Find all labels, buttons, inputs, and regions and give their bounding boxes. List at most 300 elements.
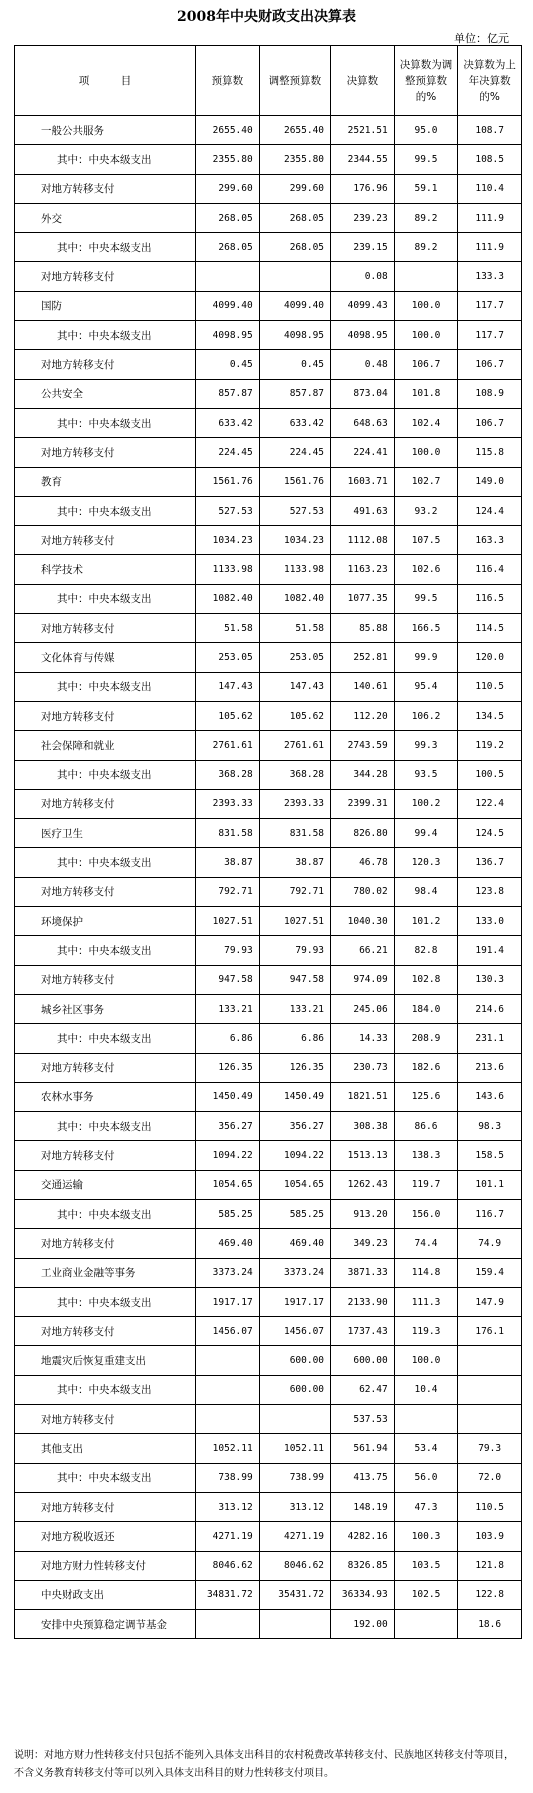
table-row [15,1170,522,1199]
cell-item: 对地方转移支付 [15,1492,196,1521]
table-row [15,1492,522,1521]
cell-item: 对地方转移支付 [15,1141,196,1170]
cell-final: 1821.51 [331,1082,395,1111]
cell-pct-adjusted: 93.5 [394,760,458,789]
cell-pct-last-year: 108.5 [458,145,522,174]
cell-adjusted: 51.58 [259,614,330,643]
cell-pct-last-year: 149.0 [458,467,522,496]
cell-adjusted: 2355.80 [259,145,330,174]
cell-item: 科学技术 [15,555,196,584]
cell-budget: 1054.65 [196,1170,260,1199]
cell-pct-adjusted: 100.2 [394,789,458,818]
cell-budget: 3373.24 [196,1258,260,1287]
cell-adjusted: 2393.33 [259,789,330,818]
cell-adjusted [259,1610,330,1639]
cell-final: 14.33 [331,1024,395,1053]
cell-pct-adjusted: 182.6 [394,1053,458,1082]
cell-item: 对地方财力性转移支付 [15,1551,196,1580]
cell-budget: 299.60 [196,174,260,203]
cell-adjusted: 4271.19 [259,1522,330,1551]
cell-final: 245.06 [331,994,395,1023]
cell-budget: 1027.51 [196,907,260,936]
cell-final: 176.96 [331,174,395,203]
cell-pct-last-year: 111.9 [458,203,522,232]
cell-pct-adjusted: 106.2 [394,701,458,730]
cell-adjusted: 4098.95 [259,321,330,350]
cell-budget: 857.87 [196,379,260,408]
cell-pct-last-year: 103.9 [458,1522,522,1551]
cell-pct-adjusted: 184.0 [394,994,458,1023]
cell-pct-adjusted: 95.0 [394,116,458,145]
cell-adjusted: 600.00 [259,1375,330,1404]
cell-adjusted: 4099.40 [259,291,330,320]
cell-item: 对地方转移支付 [15,350,196,379]
cell-budget: 268.05 [196,233,260,262]
cell-pct-last-year: 115.8 [458,438,522,467]
cell-item: 其中：中央本级支出 [15,408,196,437]
table-row [15,203,522,232]
table-row [15,1610,522,1639]
cell-item: 对地方转移支付 [15,614,196,643]
cell-pct-last-year [458,1405,522,1434]
table-row [15,350,522,379]
cell-final: 230.73 [331,1053,395,1082]
cell-final: 239.23 [331,203,395,232]
cell-budget: 2393.33 [196,789,260,818]
cell-adjusted: 1027.51 [259,907,330,936]
cell-final: 780.02 [331,877,395,906]
cell-adjusted: 947.58 [259,965,330,994]
table-row [15,1229,522,1258]
cell-pct-adjusted: 99.3 [394,731,458,760]
cell-item: 其中：中央本级支出 [15,1287,196,1316]
cell-pct-last-year: 143.6 [458,1082,522,1111]
cell-pct-adjusted: 103.5 [394,1551,458,1580]
cell-final: 112.20 [331,701,395,730]
cell-adjusted: 1456.07 [259,1317,330,1346]
header-pct-last-year: 决算数为上年决算数的% [458,46,522,116]
cell-pct-last-year: 124.5 [458,819,522,848]
cell-item: 安排中央预算稳定调节基金 [15,1610,196,1639]
cell-item: 其中：中央本级支出 [15,233,196,262]
cell-budget: 38.87 [196,848,260,877]
cell-budget: 1133.98 [196,555,260,584]
cell-item: 其中：中央本级支出 [15,145,196,174]
cell-item: 其中：中央本级支出 [15,1024,196,1053]
cell-pct-last-year: 72.0 [458,1463,522,1492]
cell-final: 2521.51 [331,116,395,145]
cell-final: 1077.35 [331,584,395,613]
cell-budget: 368.28 [196,760,260,789]
cell-pct-adjusted: 86.6 [394,1112,458,1141]
cell-pct-adjusted: 99.5 [394,145,458,174]
cell-pct-last-year: 111.9 [458,233,522,262]
table-row [15,1463,522,1492]
cell-item: 对地方转移支付 [15,174,196,203]
cell-adjusted: 1052.11 [259,1434,330,1463]
cell-budget: 1917.17 [196,1287,260,1316]
cell-item: 环境保护 [15,907,196,936]
cell-pct-last-year: 231.1 [458,1024,522,1053]
cell-pct-last-year: 117.7 [458,321,522,350]
table-row [15,496,522,525]
cell-pct-adjusted: 102.7 [394,467,458,496]
cell-pct-adjusted: 99.4 [394,819,458,848]
cell-pct-last-year: 214.6 [458,994,522,1023]
cell-item: 公共安全 [15,379,196,408]
cell-item: 外交 [15,203,196,232]
cell-pct-adjusted: 53.4 [394,1434,458,1463]
cell-budget: 633.42 [196,408,260,437]
cell-item: 国防 [15,291,196,320]
cell-item: 其中：中央本级支出 [15,496,196,525]
cell-pct-adjusted: 100.0 [394,321,458,350]
table-row [15,731,522,760]
cell-adjusted: 469.40 [259,1229,330,1258]
footnote: 说明：对地方财力性转移支付只包括不能列入具体支出科目的农村税费改革转移支付、民族地区转移支付等项目，不含义务教育转移支付等可以列入具体支出科目的财力性转移支付项目。 [14,1750,514,1779]
cell-final: 239.15 [331,233,395,262]
cell-item: 对地方转移支付 [15,789,196,818]
cell-pct-last-year: 116.7 [458,1199,522,1228]
cell-budget: 1450.49 [196,1082,260,1111]
cell-pct-last-year: 134.5 [458,701,522,730]
table-row [15,1317,522,1346]
cell-adjusted: 3373.24 [259,1258,330,1287]
cell-budget: 2655.40 [196,116,260,145]
cell-final: 413.75 [331,1463,395,1492]
cell-budget: 8046.62 [196,1551,260,1580]
table-row [15,467,522,496]
table-row [15,994,522,1023]
header-adjusted: 调整预算数 [259,46,330,116]
cell-final: 46.78 [331,848,395,877]
cell-final: 1163.23 [331,555,395,584]
cell-final: 600.00 [331,1346,395,1375]
cell-adjusted: 299.60 [259,174,330,203]
cell-final: 62.47 [331,1375,395,1404]
table-row [15,1346,522,1375]
table-body [15,116,522,1639]
cell-adjusted: 268.05 [259,233,330,262]
cell-pct-adjusted [394,1610,458,1639]
table-row [15,1141,522,1170]
cell-item: 其中：中央本级支出 [15,760,196,789]
cell-pct-adjusted: 102.4 [394,408,458,437]
cell-budget: 738.99 [196,1463,260,1492]
cell-final: 4098.95 [331,321,395,350]
cell-pct-last-year: 116.4 [458,555,522,584]
cell-pct-last-year: 121.8 [458,1551,522,1580]
table-header-row [15,46,522,116]
cell-budget: 268.05 [196,203,260,232]
cell-adjusted: 1561.76 [259,467,330,496]
cell-item: 文化体育与传媒 [15,643,196,672]
cell-item: 农林水事务 [15,1082,196,1111]
cell-final: 913.20 [331,1199,395,1228]
table-row [15,848,522,877]
table-row [15,321,522,350]
table-row [15,1287,522,1316]
cell-adjusted: 0.45 [259,350,330,379]
cell-pct-last-year: 147.9 [458,1287,522,1316]
cell-budget: 356.27 [196,1112,260,1141]
cell-pct-last-year: 136.7 [458,848,522,877]
cell-pct-adjusted: 98.4 [394,877,458,906]
table-row [15,174,522,203]
cell-final: 561.94 [331,1434,395,1463]
cell-item: 交通运输 [15,1170,196,1199]
cell-adjusted: 35431.72 [259,1580,330,1609]
cell-pct-adjusted: 100.3 [394,1522,458,1551]
cell-pct-adjusted: 114.8 [394,1258,458,1287]
cell-budget: 2355.80 [196,145,260,174]
cell-final: 4099.43 [331,291,395,320]
cell-adjusted: 633.42 [259,408,330,437]
cell-item: 城乡社区事务 [15,994,196,1023]
table-row [15,408,522,437]
cell-pct-last-year: 122.8 [458,1580,522,1609]
cell-item: 其中：中央本级支出 [15,848,196,877]
cell-adjusted: 1094.22 [259,1141,330,1170]
header-budget: 预算数 [196,46,260,116]
cell-pct-last-year: 124.4 [458,496,522,525]
cell-pct-last-year: 79.3 [458,1434,522,1463]
cell-pct-adjusted: 99.5 [394,584,458,613]
cell-item: 对地方转移支付 [15,438,196,467]
cell-item: 社会保障和就业 [15,731,196,760]
cell-pct-last-year: 176.1 [458,1317,522,1346]
cell-budget [196,1610,260,1639]
cell-adjusted: 6.86 [259,1024,330,1053]
cell-pct-last-year: 130.3 [458,965,522,994]
cell-adjusted: 585.25 [259,1199,330,1228]
cell-final: 648.63 [331,408,395,437]
cell-pct-last-year: 159.4 [458,1258,522,1287]
cell-item: 对地方转移支付 [15,262,196,291]
cell-budget: 6.86 [196,1024,260,1053]
cell-budget: 1561.76 [196,467,260,496]
cell-item: 其中：中央本级支出 [15,672,196,701]
cell-budget [196,262,260,291]
table-row [15,526,522,555]
cell-pct-last-year: 114.5 [458,614,522,643]
cell-adjusted: 738.99 [259,1463,330,1492]
cell-pct-last-year: 110.5 [458,672,522,701]
cell-pct-last-year: 119.2 [458,731,522,760]
expenditure-table [14,45,522,1639]
cell-pct-adjusted: 93.2 [394,496,458,525]
header-final: 决算数 [331,46,395,116]
cell-pct-adjusted: 102.6 [394,555,458,584]
cell-pct-last-year: 120.0 [458,643,522,672]
cell-pct-adjusted: 82.8 [394,936,458,965]
unit-label: 单位：亿元 [454,32,509,45]
table-row [15,1580,522,1609]
cell-item: 中央财政支出 [15,1580,196,1609]
cell-budget: 313.12 [196,1492,260,1521]
cell-pct-adjusted: 208.9 [394,1024,458,1053]
cell-final: 1603.71 [331,467,395,496]
cell-pct-last-year: 101.1 [458,1170,522,1199]
cell-budget: 51.58 [196,614,260,643]
cell-adjusted: 527.53 [259,496,330,525]
table-row [15,614,522,643]
cell-final: 66.21 [331,936,395,965]
cell-item: 其中：中央本级支出 [15,1199,196,1228]
table-row [15,584,522,613]
cell-pct-last-year: 116.5 [458,584,522,613]
table-row [15,438,522,467]
table-row [15,555,522,584]
cell-item: 对地方转移支付 [15,1053,196,1082]
table-row [15,1082,522,1111]
cell-budget: 585.25 [196,1199,260,1228]
cell-pct-last-year: 108.9 [458,379,522,408]
table-row [15,936,522,965]
cell-adjusted: 8046.62 [259,1551,330,1580]
cell-final: 1040.30 [331,907,395,936]
cell-adjusted: 356.27 [259,1112,330,1141]
cell-budget: 133.21 [196,994,260,1023]
cell-pct-adjusted: 95.4 [394,672,458,701]
cell-pct-last-year: 110.5 [458,1492,522,1521]
cell-pct-last-year: 158.5 [458,1141,522,1170]
cell-pct-adjusted: 56.0 [394,1463,458,1492]
cell-adjusted: 224.45 [259,438,330,467]
cell-final: 252.81 [331,643,395,672]
cell-item: 对地方转移支付 [15,877,196,906]
cell-final: 2399.31 [331,789,395,818]
table-row [15,672,522,701]
cell-final: 3871.33 [331,1258,395,1287]
cell-budget [196,1346,260,1375]
cell-final: 36334.93 [331,1580,395,1609]
cell-budget: 34831.72 [196,1580,260,1609]
cell-pct-last-year: 133.3 [458,262,522,291]
cell-pct-adjusted: 74.4 [394,1229,458,1258]
cell-pct-last-year: 18.6 [458,1610,522,1639]
cell-adjusted [259,1405,330,1434]
cell-adjusted: 38.87 [259,848,330,877]
table-row [15,379,522,408]
table-row [15,965,522,994]
cell-adjusted: 105.62 [259,701,330,730]
cell-adjusted: 857.87 [259,379,330,408]
cell-pct-adjusted: 10.4 [394,1375,458,1404]
cell-pct-last-year: 108.7 [458,116,522,145]
cell-final: 224.41 [331,438,395,467]
cell-pct-last-year: 74.9 [458,1229,522,1258]
table-row [15,819,522,848]
cell-pct-last-year: 117.7 [458,291,522,320]
cell-pct-adjusted: 125.6 [394,1082,458,1111]
cell-pct-last-year: 213.6 [458,1053,522,1082]
table-row [15,789,522,818]
cell-item: 其中：中央本级支出 [15,936,196,965]
cell-adjusted: 1450.49 [259,1082,330,1111]
cell-pct-adjusted: 156.0 [394,1199,458,1228]
cell-pct-adjusted: 47.3 [394,1492,458,1521]
table-row [15,1434,522,1463]
cell-budget: 105.62 [196,701,260,730]
cell-pct-last-year: 133.0 [458,907,522,936]
cell-pct-adjusted: 166.5 [394,614,458,643]
cell-final: 4282.16 [331,1522,395,1551]
cell-pct-last-year: 122.4 [458,789,522,818]
cell-final: 826.80 [331,819,395,848]
cell-item: 一般公共服务 [15,116,196,145]
cell-pct-adjusted: 101.8 [394,379,458,408]
cell-budget [196,1405,260,1434]
cell-adjusted: 147.43 [259,672,330,701]
cell-final: 2743.59 [331,731,395,760]
cell-item: 对地方转移支付 [15,1229,196,1258]
cell-final: 1737.43 [331,1317,395,1346]
cell-pct-last-year: 98.3 [458,1112,522,1141]
cell-pct-last-year: 110.4 [458,174,522,203]
cell-pct-adjusted: 101.2 [394,907,458,936]
cell-adjusted [259,262,330,291]
cell-pct-last-year: 123.8 [458,877,522,906]
cell-pct-last-year [458,1346,522,1375]
cell-budget [196,1375,260,1404]
cell-final: 537.53 [331,1405,395,1434]
cell-budget: 126.35 [196,1053,260,1082]
table-row [15,1258,522,1287]
table-row [15,907,522,936]
cell-budget: 1094.22 [196,1141,260,1170]
cell-final: 2133.90 [331,1287,395,1316]
cell-pct-adjusted: 100.0 [394,438,458,467]
cell-item: 其中：中央本级支出 [15,1112,196,1141]
cell-pct-last-year: 100.5 [458,760,522,789]
cell-final: 1112.08 [331,526,395,555]
cell-adjusted: 831.58 [259,819,330,848]
cell-item: 对地方转移支付 [15,1317,196,1346]
cell-adjusted: 313.12 [259,1492,330,1521]
cell-adjusted: 2655.40 [259,116,330,145]
cell-item: 对地方转移支付 [15,965,196,994]
cell-item: 其中：中央本级支出 [15,1375,196,1404]
cell-adjusted: 600.00 [259,1346,330,1375]
cell-budget: 4098.95 [196,321,260,350]
cell-pct-adjusted: 89.2 [394,233,458,262]
table-row [15,877,522,906]
cell-final: 2344.55 [331,145,395,174]
cell-final: 1262.43 [331,1170,395,1199]
table-row [15,1024,522,1053]
cell-pct-last-year: 106.7 [458,350,522,379]
table-row [15,1405,522,1434]
cell-item: 教育 [15,467,196,496]
cell-budget: 253.05 [196,643,260,672]
cell-adjusted: 1917.17 [259,1287,330,1316]
cell-final: 140.61 [331,672,395,701]
cell-budget: 224.45 [196,438,260,467]
header-item: 项 目 [15,46,196,116]
cell-final: 974.09 [331,965,395,994]
cell-pct-adjusted: 102.5 [394,1580,458,1609]
cell-adjusted: 792.71 [259,877,330,906]
table-row [15,262,522,291]
cell-pct-last-year: 163.3 [458,526,522,555]
cell-pct-adjusted: 119.7 [394,1170,458,1199]
table-row [15,760,522,789]
cell-adjusted: 368.28 [259,760,330,789]
cell-final: 1513.13 [331,1141,395,1170]
cell-adjusted: 79.93 [259,936,330,965]
cell-item: 其中：中央本级支出 [15,321,196,350]
